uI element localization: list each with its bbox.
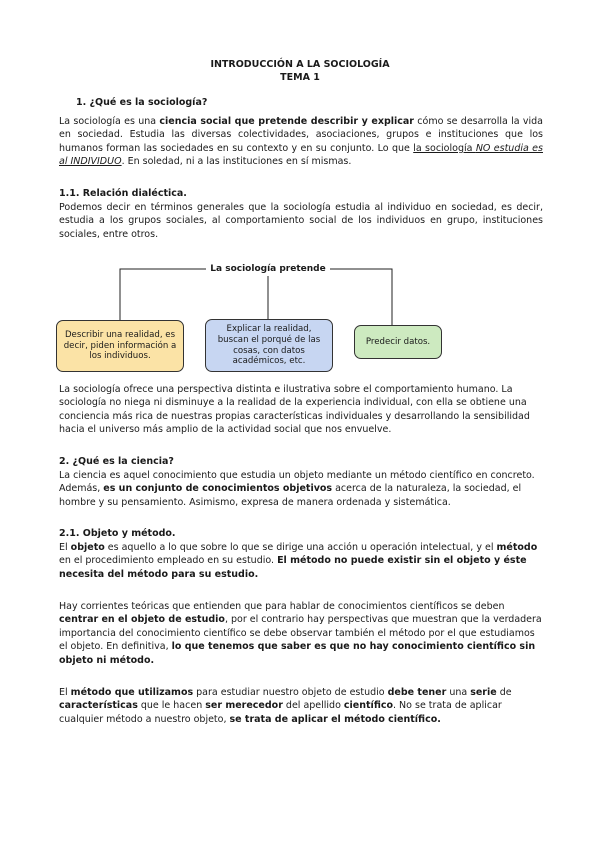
bold-run: ciencia social que pretende describir y explicar bbox=[159, 116, 414, 127]
section-2-1-paragraph-3 bbox=[59, 686, 543, 726]
section-2-1-heading: 2.1. Objeto y método. bbox=[59, 528, 176, 539]
document-subtitle: TEMA 1 bbox=[280, 72, 320, 83]
bold-run: método que utilizamos bbox=[70, 687, 194, 698]
bold-run: ser merecedor bbox=[205, 700, 283, 712]
text-run: de bbox=[496, 687, 512, 698]
text-run: La ciencia es aquel conocimiento que estudia un objeto mediante un método científico en concreto. Además, bbox=[59, 470, 535, 495]
underline-italic-run: NO estudia es al INDIVIDUO bbox=[59, 142, 543, 168]
bold-run: debe tener bbox=[387, 687, 447, 698]
bold-run: lo que tenemos que saber es que no hay conocimiento científico sin objeto ni método. bbox=[59, 641, 536, 666]
text-run: . En soledad, ni a las instituciones en sí mismas. bbox=[121, 156, 352, 168]
text-run: del apellido bbox=[282, 700, 344, 712]
bold-run: objeto bbox=[70, 542, 105, 553]
text-run: La sociología es una bbox=[59, 116, 160, 127]
text-run: que le hacen bbox=[137, 700, 206, 712]
bold-run: se trata de aplicar el método científico. bbox=[229, 713, 441, 725]
section-2-heading: 2. ¿Qué es la ciencia? bbox=[59, 456, 174, 467]
bold-run: características bbox=[59, 700, 138, 712]
text-run: . No se trata de aplicar cualquier método a nuestro objeto, bbox=[59, 700, 502, 725]
document-title: INTRODUCCIÓN A LA SOCIOLOGÍA bbox=[210, 59, 390, 70]
text-run: Hay corrientes teóricas que entienden que para hablar de conocimientos científicos se deben bbox=[59, 601, 505, 612]
diagram-box-describe bbox=[56, 320, 184, 372]
diagram-box-describe-text: Describir una realidad, es decir, piden información a los individuos. bbox=[63, 330, 177, 362]
paragraph-after-diagram: La sociología ofrece una perspectiva distinta e ilustrativa sobre el comportamiento humano. La sociología no niega ni disminuye a la realidad de la experiencia individual, con ella se obtiene una conciencia más rica de nuestras propias características individuales y desarrollando la sensibilidad hacia el universo más amplio de la actividad social que nos envuelve. bbox=[59, 384, 530, 436]
bold-run: serie bbox=[470, 687, 497, 698]
bold-run: El método no puede existir sin el objeto y éste necesita del método para su estudio. bbox=[59, 555, 527, 580]
text-run: es aquello a lo que sobre lo que se dirige una acción u operación intelectual, y el bbox=[104, 542, 497, 553]
text-run: , por el contrario hay perspectivas que muestran que la verdadera importancia del conocimiento científico se debe observar también el método por el que estudiamos el objeto. En definitiva, bbox=[59, 614, 542, 653]
section-1-paragraph bbox=[59, 115, 543, 169]
text-run: en el procedimiento empleado en su estudio. bbox=[59, 555, 278, 567]
bold-run: centrar en el objeto de estudio bbox=[59, 614, 225, 626]
connector-right bbox=[330, 269, 392, 325]
text-run: El bbox=[59, 542, 71, 553]
diagram-box-predict bbox=[354, 325, 442, 359]
text-run: cómo se desarrolla la vida en sociedad. Estudia las diversas colectividades, asociaciones, grupos e instituciones que los humanos forman las sociedades en su contexto y en su conjunto. Lo que bbox=[59, 116, 543, 154]
text-run: acerca de la naturaleza, la sociedad, el hombre y su pensamiento. Asimismo, expresa de manera ordenada y sistemática. bbox=[59, 483, 522, 508]
diagram-box-predict-text: Predecir datos. bbox=[365, 336, 431, 347]
diagram-box-explain bbox=[205, 319, 333, 372]
diagram-box-explain-text: Explicar la realidad, buscan el porqué de las cosas, con datos académicos, etc. bbox=[217, 324, 321, 367]
bold-run: científico bbox=[343, 700, 394, 712]
diagram-title: La sociología pretende bbox=[206, 263, 330, 276]
section-1-1-heading: 1.1. Relación dialéctica. bbox=[59, 188, 187, 199]
text-run: una bbox=[446, 687, 471, 698]
bold-run: es un conjunto de conocimientos objetivos bbox=[103, 483, 333, 495]
text-run: El bbox=[59, 687, 71, 698]
section-2-paragraph bbox=[59, 469, 543, 509]
section-2-1-paragraph-2 bbox=[59, 600, 543, 667]
section-1-1-paragraph: Podemos decir en términos generales que la sociología estudia al individuo en sociedad, es decir, estudia a los grupos sociales, al comportamiento social de los individuos en grupo, instituciones sociales, entre otros. bbox=[59, 202, 543, 240]
section-2-1-paragraph-1 bbox=[59, 541, 543, 581]
connector-left bbox=[120, 269, 206, 320]
text-run: para estudiar nuestro objeto de estudio bbox=[193, 687, 388, 698]
bold-run: método bbox=[496, 542, 538, 553]
underline-run: la sociología bbox=[413, 142, 476, 154]
section-1-heading: 1. ¿Qué es la sociología? bbox=[76, 97, 208, 108]
